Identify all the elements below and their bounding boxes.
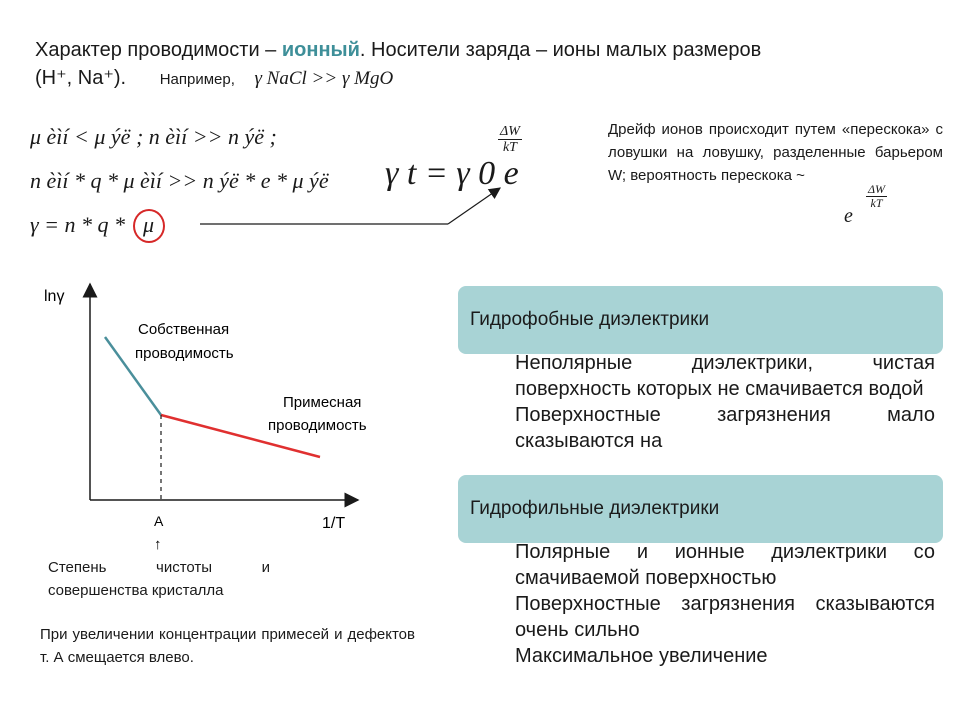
drift-exp-base: e: [844, 205, 853, 227]
hydrophilic-list: [515, 539, 935, 674]
example-formula: γ NaCl >> γ MgO: [254, 68, 394, 89]
drift-text: Дрейф ионов происходит путем «перескока» с ловушки на ловушку, разделенные барьером W; вероятность перескока ~: [608, 121, 943, 184]
formula-concentration: n èìí * q * μ èìí >> n ýë * e * μ ýë: [30, 168, 329, 193]
impurity-label-2: проводимость: [268, 417, 367, 434]
y-axis-label: lnγ: [44, 288, 65, 305]
drift-exp-num: ΔW: [868, 182, 886, 196]
graph-caption: Степень чистоты и совершенства кристалла: [48, 559, 270, 599]
title-highlight: ионный: [281, 39, 360, 61]
exp-num: ΔW: [500, 124, 520, 139]
title-rest: . Носители заряда – ионы малых размеров: [359, 39, 762, 61]
hydrophilic-header: Гидрофильные диэлектрики: [458, 475, 943, 543]
impurity-label-1: Примесная: [283, 394, 362, 411]
hydrophilic-item: Полярные и ионные диэлектрики со смачиваемой поверхностью: [515, 541, 935, 589]
point-a-label: A: [154, 513, 164, 529]
hydrophilic-item: Поверхностные загрязнения сказываются очень сильно: [515, 593, 935, 641]
title-prefix: Характер проводимости –: [35, 39, 282, 61]
exp-den: kT: [502, 140, 517, 155]
circled-mu: μ: [133, 209, 165, 243]
title-line2: (H⁺, Na⁺).: [35, 67, 127, 89]
hydrophobic-header: Гидрофобные диэлектрики: [458, 286, 943, 354]
example-label: Например,: [159, 71, 235, 88]
hydrophobic-item: Неполярные диэлектрики, чистая поверхность которых не смачивается водой: [515, 352, 935, 400]
formula-conductivity-prefix: γ = n * q *: [30, 212, 131, 237]
intrinsic-label-1: Собственная: [138, 321, 230, 338]
intrinsic-label-2: проводимость: [135, 345, 234, 362]
hydrophilic-item: Максимальное увеличение: [515, 645, 768, 667]
formula-main: γ t = γ 0 e: [385, 155, 519, 192]
hydrophobic-list: [515, 350, 935, 470]
formula-mobility: μ èìí < μ ýë ; n èìí >> n ýë ;: [30, 124, 277, 149]
note-text: При увеличении концентрации примесей и дефектов т. А смещается влево.: [40, 626, 415, 666]
drift-exp-den: kT: [870, 196, 883, 210]
hydrophobic-item: Поверхностные загрязнения мало сказываются на: [515, 404, 935, 452]
point-a-arrow: ↑: [154, 536, 162, 553]
x-axis-label: 1/T: [322, 515, 346, 532]
